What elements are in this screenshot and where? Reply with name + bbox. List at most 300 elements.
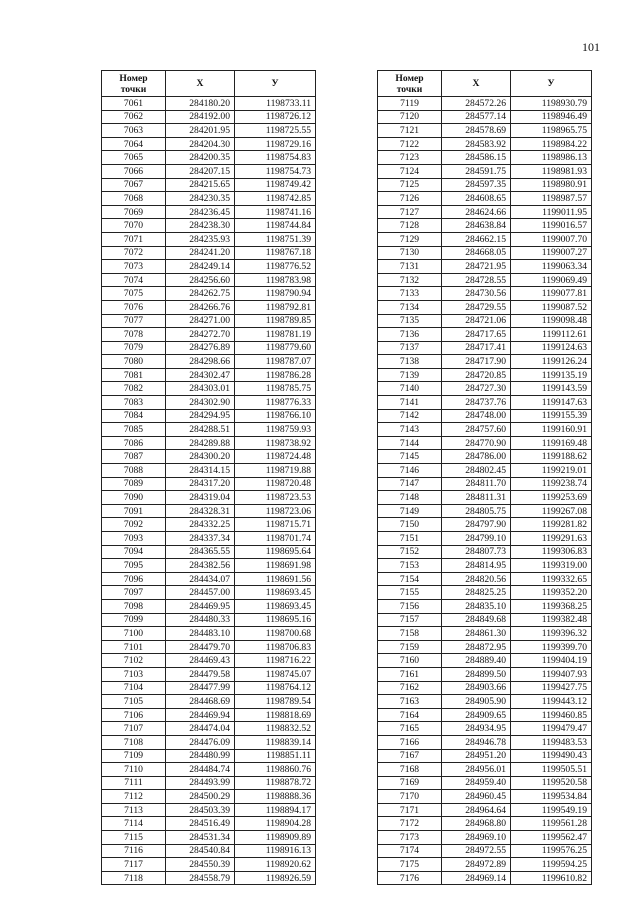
point-number-cell: 7136: [378, 328, 442, 342]
y-cell: 1198980.91: [511, 178, 592, 192]
table-row: [378, 695, 592, 709]
y-cell: 1199610.82: [511, 871, 592, 885]
point-number-cell: 7105: [102, 695, 166, 709]
y-cell: 1199253.69: [511, 491, 592, 505]
point-number-cell: 7135: [378, 314, 442, 328]
table-row: [378, 749, 592, 763]
x-cell: 284434.07: [166, 572, 235, 586]
y-cell: 1198789.54: [235, 695, 316, 709]
y-cell: 1198926.59: [235, 871, 316, 885]
point-number-cell: 7150: [378, 518, 442, 532]
point-number-cell: 7071: [102, 232, 166, 246]
point-number-cell: 7074: [102, 273, 166, 287]
x-cell: 284298.66: [166, 355, 235, 369]
point-number-cell: 7062: [102, 110, 166, 124]
y-cell: 1199160.91: [511, 423, 592, 437]
y-cell: 1199520.58: [511, 776, 592, 790]
table-row: [378, 232, 592, 246]
table-row: [378, 368, 592, 382]
y-cell: 1198759.93: [235, 423, 316, 437]
point-number-cell: 7102: [102, 654, 166, 668]
point-number-cell: 7149: [378, 504, 442, 518]
y-cell: 1199382.48: [511, 613, 592, 627]
y-cell: 1199238.74: [511, 477, 592, 491]
table-row: [102, 858, 316, 872]
x-cell: 284717.65: [442, 328, 511, 342]
table-row: [102, 273, 316, 287]
x-cell: 284215.65: [166, 178, 235, 192]
y-cell: 1198916.13: [235, 844, 316, 858]
point-number-cell: 7171: [378, 803, 442, 817]
y-cell: 1199594.25: [511, 858, 592, 872]
y-cell: 1199077.81: [511, 287, 592, 301]
table-row: [378, 205, 592, 219]
x-cell: 284207.15: [166, 164, 235, 178]
table-row: [378, 640, 592, 654]
y-cell: 1198751.39: [235, 232, 316, 246]
y-cell: 1199063.34: [511, 260, 592, 274]
point-number-cell: 7122: [378, 137, 442, 151]
x-cell: 284493.99: [166, 776, 235, 790]
point-number-cell: 7094: [102, 545, 166, 559]
y-cell: 1198754.73: [235, 164, 316, 178]
y-cell: 1198783.98: [235, 273, 316, 287]
x-cell: 284262.75: [166, 287, 235, 301]
x-cell: 284969.10: [442, 831, 511, 845]
point-number-cell: 7067: [102, 178, 166, 192]
table-row: [102, 491, 316, 505]
table-row: [378, 790, 592, 804]
y-cell: 1199112.61: [511, 328, 592, 342]
table-row: [102, 436, 316, 450]
y-cell: 1198691.98: [235, 559, 316, 573]
x-cell: 284717.41: [442, 341, 511, 355]
table-row: [102, 382, 316, 396]
x-cell: 284968.80: [442, 817, 511, 831]
point-number-cell: 7109: [102, 749, 166, 763]
point-number-cell: 7156: [378, 599, 442, 613]
table-row: [378, 572, 592, 586]
point-number-cell: 7070: [102, 219, 166, 233]
table-row: [102, 97, 316, 111]
x-cell: 284365.55: [166, 545, 235, 559]
x-cell: 284241.20: [166, 246, 235, 260]
table-row: [102, 205, 316, 219]
x-cell: 284720.85: [442, 368, 511, 382]
y-cell: 1199407.93: [511, 667, 592, 681]
point-number-cell: 7110: [102, 763, 166, 777]
table-row: [102, 667, 316, 681]
y-cell: 1199169.48: [511, 436, 592, 450]
table-header-row: [102, 71, 316, 97]
x-cell: 284757.60: [442, 423, 511, 437]
point-number-cell: 7133: [378, 287, 442, 301]
point-number-cell: 7093: [102, 532, 166, 546]
table-row: [102, 477, 316, 491]
y-cell: 1198715.71: [235, 518, 316, 532]
point-number-cell: 7069: [102, 205, 166, 219]
x-cell: 284624.66: [442, 205, 511, 219]
point-number-cell: 7063: [102, 124, 166, 138]
x-cell: 284230.35: [166, 192, 235, 206]
y-cell: 1198786.28: [235, 368, 316, 382]
x-cell: 284597.35: [442, 178, 511, 192]
table-row: [102, 341, 316, 355]
table-row: [378, 871, 592, 885]
table-row: [102, 396, 316, 410]
table-row: [378, 586, 592, 600]
x-cell: 284328.31: [166, 504, 235, 518]
point-number-cell: 7090: [102, 491, 166, 505]
table-row: [378, 409, 592, 423]
table-row: [378, 396, 592, 410]
table-row: [102, 763, 316, 777]
point-number-cell: 7118: [102, 871, 166, 885]
x-cell: 284638.84: [442, 219, 511, 233]
point-number-cell: 7117: [102, 858, 166, 872]
table-row: [378, 504, 592, 518]
point-number-cell: 7076: [102, 300, 166, 314]
table-row: [102, 300, 316, 314]
point-number-cell: 7113: [102, 803, 166, 817]
y-cell: 1198723.06: [235, 504, 316, 518]
point-number-cell: 7116: [102, 844, 166, 858]
x-cell: 284889.40: [442, 654, 511, 668]
x-cell: 284608.65: [442, 192, 511, 206]
point-number-cell: 7106: [102, 708, 166, 722]
header-x: X: [166, 71, 235, 97]
y-cell: 1198720.48: [235, 477, 316, 491]
table-row: [102, 790, 316, 804]
point-number-cell: 7144: [378, 436, 442, 450]
x-cell: 284668.05: [442, 246, 511, 260]
x-cell: 284951.20: [442, 749, 511, 763]
point-number-cell: 7125: [378, 178, 442, 192]
x-cell: 284192.00: [166, 110, 235, 124]
y-cell: 1198695.64: [235, 545, 316, 559]
x-cell: 284591.75: [442, 164, 511, 178]
x-cell: 284483.10: [166, 627, 235, 641]
coordinates-table-left: [101, 70, 316, 885]
x-cell: 284964.64: [442, 803, 511, 817]
y-cell: 1198693.45: [235, 599, 316, 613]
table-row: [378, 246, 592, 260]
x-cell: 284903.66: [442, 681, 511, 695]
point-number-cell: 7084: [102, 409, 166, 423]
x-cell: 284835.10: [442, 599, 511, 613]
point-number-cell: 7143: [378, 423, 442, 437]
y-cell: 1198695.16: [235, 613, 316, 627]
table-row: [378, 124, 592, 138]
y-cell: 1198888.36: [235, 790, 316, 804]
x-cell: 284294.95: [166, 409, 235, 423]
x-cell: 284737.76: [442, 396, 511, 410]
y-cell: 1199479.47: [511, 722, 592, 736]
point-number-cell: 7083: [102, 396, 166, 410]
x-cell: 284786.00: [442, 450, 511, 464]
x-cell: 284468.69: [166, 695, 235, 709]
table-row: [378, 341, 592, 355]
header-x: X: [442, 71, 511, 97]
y-cell: 1199135.19: [511, 368, 592, 382]
y-cell: 1198832.52: [235, 722, 316, 736]
x-cell: 284288.51: [166, 423, 235, 437]
table-row: [102, 464, 316, 478]
point-number-cell: 7087: [102, 450, 166, 464]
point-number-cell: 7155: [378, 586, 442, 600]
table-row: [378, 559, 592, 573]
table-row: [102, 722, 316, 736]
table-row: [102, 613, 316, 627]
x-cell: 284721.95: [442, 260, 511, 274]
point-number-cell: 7119: [378, 97, 442, 111]
y-cell: 1199147.63: [511, 396, 592, 410]
table-row: [102, 640, 316, 654]
point-number-cell: 7061: [102, 97, 166, 111]
point-number-cell: 7091: [102, 504, 166, 518]
table-row: [102, 572, 316, 586]
y-cell: 1199562.47: [511, 831, 592, 845]
y-cell: 1199007.27: [511, 246, 592, 260]
point-number-cell: 7138: [378, 355, 442, 369]
table-row: [102, 232, 316, 246]
y-cell: 1198742.85: [235, 192, 316, 206]
table-body-right: [378, 97, 592, 885]
point-number-cell: 7152: [378, 545, 442, 559]
x-cell: 284180.20: [166, 97, 235, 111]
table-row: [378, 164, 592, 178]
x-cell: 284550.39: [166, 858, 235, 872]
point-number-cell: 7079: [102, 341, 166, 355]
x-cell: 284457.00: [166, 586, 235, 600]
y-cell: 1199016.57: [511, 219, 592, 233]
y-cell: 1199087.52: [511, 300, 592, 314]
x-cell: 284314.15: [166, 464, 235, 478]
x-cell: 284516.49: [166, 817, 235, 831]
x-cell: 284484.74: [166, 763, 235, 777]
table-row: [102, 735, 316, 749]
table-row: [378, 423, 592, 437]
y-cell: 1199007.70: [511, 232, 592, 246]
x-cell: 284802.45: [442, 464, 511, 478]
point-number-cell: 7082: [102, 382, 166, 396]
table-row: [378, 110, 592, 124]
point-number-cell: 7097: [102, 586, 166, 600]
table-row: [378, 735, 592, 749]
table-row: [378, 436, 592, 450]
header-point-number: [378, 71, 442, 97]
point-number-cell: 7168: [378, 763, 442, 777]
point-number-cell: 7131: [378, 260, 442, 274]
table-row: [102, 110, 316, 124]
x-cell: 284300.20: [166, 450, 235, 464]
table-row: [378, 328, 592, 342]
table-row: [378, 613, 592, 627]
point-number-cell: 7092: [102, 518, 166, 532]
x-cell: 284946.78: [442, 735, 511, 749]
y-cell: 1198839.14: [235, 735, 316, 749]
point-number-cell: 7134: [378, 300, 442, 314]
point-number-cell: 7099: [102, 613, 166, 627]
header-point-number-text: Номер точки: [395, 72, 424, 95]
x-cell: 284748.00: [442, 409, 511, 423]
y-cell: 1199427.75: [511, 681, 592, 695]
table-row: [378, 776, 592, 790]
x-cell: 284820.56: [442, 572, 511, 586]
point-number-cell: 7161: [378, 667, 442, 681]
y-cell: 1199069.49: [511, 273, 592, 287]
x-cell: 284272.70: [166, 328, 235, 342]
y-cell: 1199549.19: [511, 803, 592, 817]
point-number-cell: 7081: [102, 368, 166, 382]
y-cell: 1199460.85: [511, 708, 592, 722]
y-cell: 1198701.74: [235, 532, 316, 546]
y-cell: 1198981.93: [511, 164, 592, 178]
y-cell: 1198920.62: [235, 858, 316, 872]
point-number-cell: 7139: [378, 368, 442, 382]
point-number-cell: 7107: [102, 722, 166, 736]
y-cell: 1199483.53: [511, 735, 592, 749]
y-cell: 1198987.57: [511, 192, 592, 206]
table-row: [378, 464, 592, 478]
y-cell: 1199267.08: [511, 504, 592, 518]
y-cell: 1198766.10: [235, 409, 316, 423]
table-row: [102, 776, 316, 790]
y-cell: 1199399.70: [511, 640, 592, 654]
y-cell: 1198724.48: [235, 450, 316, 464]
y-cell: 1198726.12: [235, 110, 316, 124]
point-number-cell: 7142: [378, 409, 442, 423]
table-row: [102, 314, 316, 328]
point-number-cell: 7068: [102, 192, 166, 206]
point-number-cell: 7121: [378, 124, 442, 138]
table-row: [102, 137, 316, 151]
point-number-cell: 7088: [102, 464, 166, 478]
table-row: [102, 260, 316, 274]
y-cell: 1199404.19: [511, 654, 592, 668]
page-number: 101: [582, 40, 600, 54]
y-cell: 1199490.43: [511, 749, 592, 763]
point-number-cell: 7141: [378, 396, 442, 410]
x-cell: 284319.04: [166, 491, 235, 505]
x-cell: 284317.20: [166, 477, 235, 491]
x-cell: 284730.56: [442, 287, 511, 301]
y-cell: 1198745.07: [235, 667, 316, 681]
x-cell: 284770.90: [442, 436, 511, 450]
table-row: [378, 518, 592, 532]
x-cell: 284849.68: [442, 613, 511, 627]
x-cell: 284960.45: [442, 790, 511, 804]
point-number-cell: 7098: [102, 599, 166, 613]
y-cell: 1198986.13: [511, 151, 592, 165]
point-number-cell: 7100: [102, 627, 166, 641]
table-row: [378, 532, 592, 546]
x-cell: 284577.14: [442, 110, 511, 124]
y-cell: 1199443.12: [511, 695, 592, 709]
y-cell: 1199352.20: [511, 586, 592, 600]
y-cell: 1198754.83: [235, 151, 316, 165]
point-number-cell: 7075: [102, 287, 166, 301]
point-number-cell: 7108: [102, 735, 166, 749]
table-row: [102, 504, 316, 518]
point-number-cell: 7176: [378, 871, 442, 885]
table-row: [378, 192, 592, 206]
y-cell: 1198744.84: [235, 219, 316, 233]
point-number-cell: 7073: [102, 260, 166, 274]
point-number-cell: 7140: [378, 382, 442, 396]
x-cell: 284476.09: [166, 735, 235, 749]
x-cell: 284872.95: [442, 640, 511, 654]
y-cell: 1199561.28: [511, 817, 592, 831]
x-cell: 284729.55: [442, 300, 511, 314]
point-number-cell: 7072: [102, 246, 166, 260]
table-row: [102, 681, 316, 695]
point-number-cell: 7145: [378, 450, 442, 464]
y-cell: 1199098.48: [511, 314, 592, 328]
x-cell: 284797.90: [442, 518, 511, 532]
x-cell: 284266.76: [166, 300, 235, 314]
coordinates-table-right: [377, 70, 592, 885]
x-cell: 284583.92: [442, 137, 511, 151]
x-cell: 284721.06: [442, 314, 511, 328]
x-cell: 284969.14: [442, 871, 511, 885]
point-number-cell: 7064: [102, 137, 166, 151]
y-cell: 1198729.16: [235, 137, 316, 151]
point-number-cell: 7153: [378, 559, 442, 573]
point-number-cell: 7146: [378, 464, 442, 478]
y-cell: 1198781.19: [235, 328, 316, 342]
x-cell: 284861.30: [442, 627, 511, 641]
table-row: [102, 409, 316, 423]
y-cell: 1198965.75: [511, 124, 592, 138]
x-cell: 284235.93: [166, 232, 235, 246]
y-cell: 1198706.83: [235, 640, 316, 654]
point-number-cell: 7137: [378, 341, 442, 355]
table-row: [102, 627, 316, 641]
y-cell: 1198878.72: [235, 776, 316, 790]
table-row: [102, 450, 316, 464]
x-cell: 284469.43: [166, 654, 235, 668]
point-number-cell: 7163: [378, 695, 442, 709]
table-row: [378, 681, 592, 695]
table-row: [378, 151, 592, 165]
x-cell: 284572.26: [442, 97, 511, 111]
x-cell: 284200.35: [166, 151, 235, 165]
table-row: [102, 844, 316, 858]
y-cell: 1198764.12: [235, 681, 316, 695]
y-cell: 1199124.63: [511, 341, 592, 355]
table-row: [102, 803, 316, 817]
point-number-cell: 7129: [378, 232, 442, 246]
point-number-cell: 7166: [378, 735, 442, 749]
point-number-cell: 7148: [378, 491, 442, 505]
point-number-cell: 7077: [102, 314, 166, 328]
y-cell: 1198749.42: [235, 178, 316, 192]
y-cell: 1199505.51: [511, 763, 592, 777]
point-number-cell: 7132: [378, 273, 442, 287]
table-row: [378, 763, 592, 777]
x-cell: 284469.94: [166, 708, 235, 722]
point-number-cell: 7147: [378, 477, 442, 491]
y-cell: 1198741.16: [235, 205, 316, 219]
point-number-cell: 7096: [102, 572, 166, 586]
table-row: [378, 654, 592, 668]
table-row: [102, 654, 316, 668]
table-row: [102, 368, 316, 382]
point-number-cell: 7130: [378, 246, 442, 260]
header-point-number-text: Номер точки: [119, 72, 148, 95]
y-cell: 1199306.83: [511, 545, 592, 559]
